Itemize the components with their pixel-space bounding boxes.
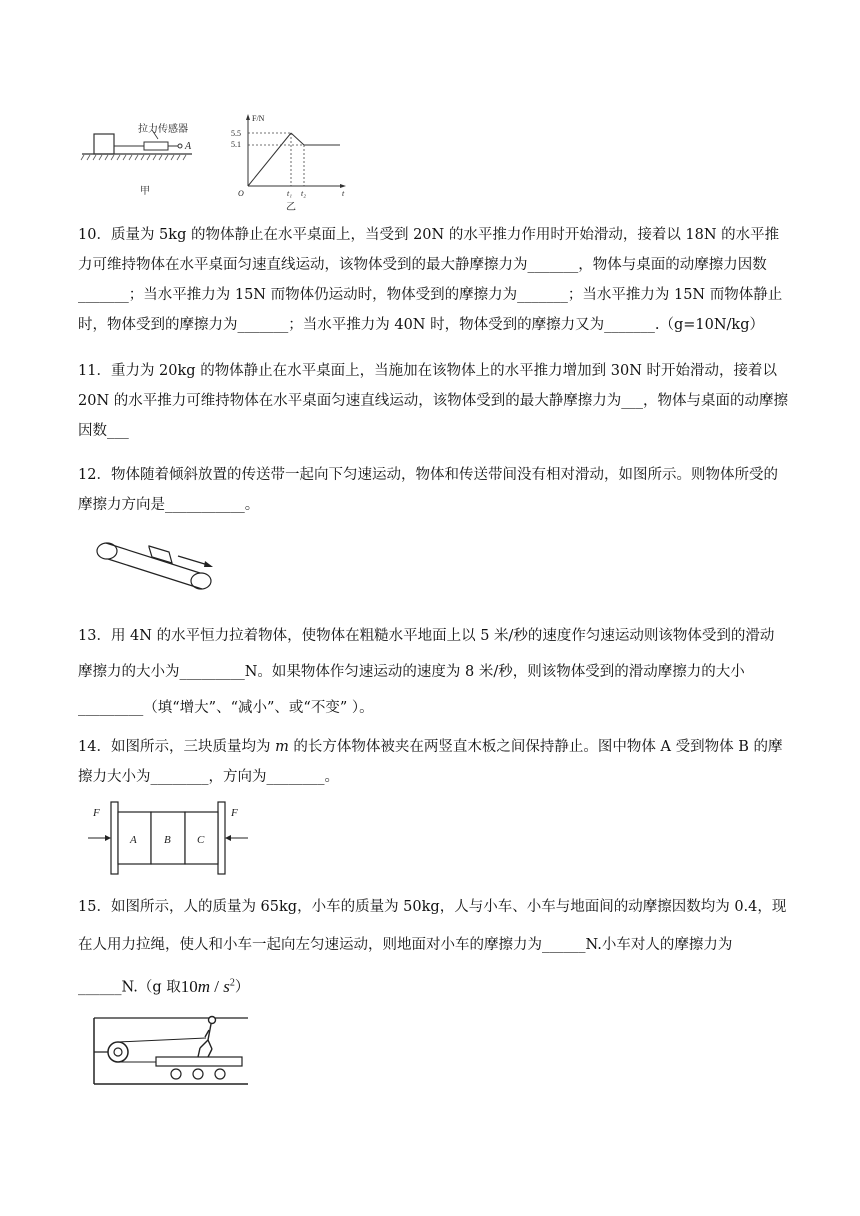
sensor-label: 拉力传感器 [138, 124, 188, 135]
point-a-marker [178, 144, 182, 148]
block-a-label: A [130, 834, 137, 846]
belt-bottom [108, 559, 202, 589]
x-tick-t2: t₂ [301, 189, 307, 198]
figure-conveyor-belt [92, 536, 228, 598]
figure-yi-force-time-graph [228, 110, 358, 212]
y-axis-label: F/N [252, 114, 265, 123]
rope-upper [118, 1038, 206, 1042]
point-label: A [185, 141, 192, 152]
question-15-text: 15．如图所示，人的质量为 65kg，小车的质量为 50kg，人与小车、小车与地面间的动摩擦因数均为 0.4，现在人用力拉绳，使人和小车一起向左匀速运动，则地面对小车的摩擦力为______N.小车对人的摩擦力为______N.（g 取 [78, 899, 787, 996]
force-label-left: F [93, 807, 100, 819]
left-board [111, 802, 118, 874]
mass-symbol: m [275, 739, 289, 755]
right-board [218, 802, 225, 874]
caption-yi: 乙 [286, 202, 296, 212]
origin-label: O [238, 189, 244, 198]
y-tick-5-1: 5.1 [231, 140, 241, 149]
figure-blocks-between-boards [88, 800, 250, 876]
question-14-text-b: 的长方体物体被夹在两竖直木板之间保持静止。图中物体 A 受到物体 B 的摩擦力大小为________，方向为________。 [78, 739, 783, 785]
cart-wheel [193, 1069, 203, 1079]
block-c-label: C [197, 834, 205, 846]
force-sensor [144, 142, 168, 150]
question-10: 10．质量为 5kg 的物体静止在水平桌面上，当受到 20N 的水平推力作用时开始滑动，接着以 18N 的水平推力可维持物体在水平桌面匀速直线运动，该物体受到的最大静摩擦力为_______，物体与桌面的动摩擦力因数_______；当水平推力为 15N 而物体仍运动时，物体受到的摩擦力为_______；当水平推力为 15N 而物体静止时，物体受到的摩擦力为_______；当水平推力为 40N 时，物体受到的摩擦力又为_______.（g=10N/kg） [78, 227, 783, 333]
x-tick-t1: t₁ [287, 189, 293, 198]
question-14-text-a: 14．如图所示，三块质量均为 [78, 739, 276, 755]
force-curve-drop [291, 133, 304, 145]
ground-hatching [81, 155, 186, 160]
question-11: 11．重力为 20kg 的物体静止在水平桌面上，当施加在该物体上的水平推力增加到 30N 时开始滑动，接着以 20N 的水平推力可维持物体在水平桌面匀速直线运动，该物体受到的最大静摩擦力为___，物体与桌面的动摩擦因数___ [78, 363, 788, 439]
figure-person-pulling-cart [88, 1014, 250, 1090]
motion-arrow [178, 556, 208, 565]
figure-jia-sensor-setup [80, 118, 215, 198]
question-14 [78, 732, 788, 792]
cart-body [156, 1057, 242, 1066]
block-b-label: B [164, 834, 171, 846]
question-13: 13．用 4N 的水平恒力拉着物体，使物体在粗糙水平地面上以 5 米/秒的速度作匀速运动则该物体受到的滑动摩擦力的大小为_________N。如果物体作匀速运动的速度为 8 米/秒，则该物体受到的滑动摩擦力的大小_________（填“增大”、“减小”、或“不变” ）。 [78, 628, 775, 716]
y-tick-5-5: 5.5 [231, 129, 241, 138]
cart-wheel [171, 1069, 181, 1079]
pulley-inner [114, 1048, 122, 1056]
person [198, 1017, 216, 1058]
question-12: 12．物体随着倾斜放置的传送带一起向下匀速运动，物体和传送带间没有相对滑动，如图所示。则物体所受的摩擦力方向是___________。 [78, 467, 778, 513]
caption-jia: 甲 [140, 186, 150, 197]
cart-wheel [215, 1069, 225, 1079]
g-value-expression: $10m / s^2$ [180, 976, 235, 996]
force-curve-rise [248, 133, 291, 186]
question-15: 15．如图所示，人的质量为 65kg，小车的质量为 50kg，人与小车、小车与地面间的动摩擦因数均为 0.4，现在人用力拉绳，使人和小车一起向左匀速运动，则地面对小车的摩擦力为______N.小车对人的摩擦力为______N.（g 取$10m / s^2$） [78, 899, 787, 996]
x-axis-label: t [342, 189, 345, 198]
block [94, 134, 114, 154]
force-label-right: F [231, 807, 238, 819]
guide-lines [248, 133, 304, 186]
